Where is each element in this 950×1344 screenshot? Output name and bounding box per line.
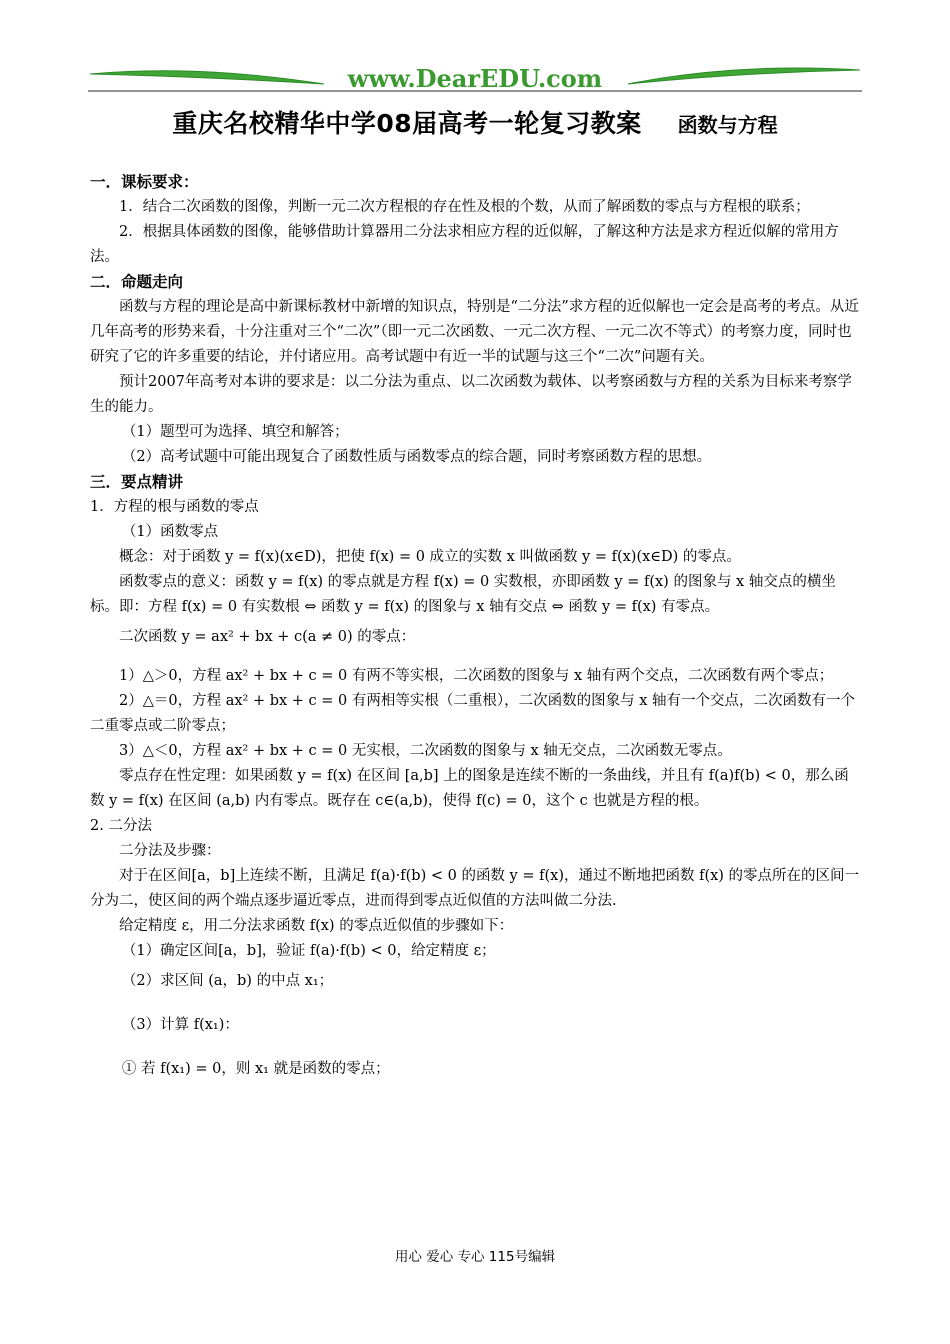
existence-theorem: 零点存在性定理：如果函数 y = f(x) 在区间 [a,b] 上的图象是连续不断的一条曲线，并且有 f(a)f(b) < 0，那么函数 y = f(x) 在区间 (a,b) 内有零点。既存在 c∈(a,b)，使得 f(c) = 0，这个 c 也就是方程的根。	[90, 768, 849, 809]
case-1: 1）△＞0，方程 ax² + bx + c = 0 有两不等实根，二次函数的图象与 x 轴有两个交点，二次函数有两个零点；	[119, 668, 834, 684]
site-banner	[88, 60, 862, 96]
step-2: （2）求区间 (a，b) 的中点 x₁；	[121, 973, 334, 989]
s1-paragraph-2: 2．根据具体函数的图像，能够借助计算器用二分法求相应方程的近似解，了解这种方法是求方程近似解的常用方法。	[90, 224, 839, 265]
s2-paragraph-2: 预计2007年高考对本讲的要求是：以二分法为重点、以二次函数为载体、以考察函数与方程的关系为目标来考察学生的能力。	[90, 374, 852, 415]
step-4: ① 若 f(x₁) = 0，则 x₁ 就是函数的零点；	[121, 1061, 390, 1077]
s1-paragraph-1: 1．结合二次函数的图像，判断一元二次方程根的存在性及根的个数，从而了解函数的零点与方程根的联系；	[119, 199, 810, 215]
section-2-heading: 二．命题走向	[90, 273, 184, 291]
bisection-title: 二分法及步骤：	[119, 843, 221, 859]
document-body	[90, 170, 860, 1086]
section-1-heading: 一．课标要求：	[90, 173, 199, 191]
s2-item-1: （1）题型可为选择、填空和解答；	[121, 424, 349, 440]
banner-text: www.DearEDU.com	[347, 64, 603, 93]
quadratic-intro: 二次函数 y = ax² + bx + c(a ≠ 0) 的零点：	[119, 629, 416, 645]
s3-topic-2: 2. 二分法	[90, 818, 152, 834]
s2-paragraph-1: 函数与方程的理论是高中新课标教材中新增的知识点，特别是“二分法”求方程的近似解也一定会是高考的考点。从近几年高考的形势来看，十分注重对三个“二次”（即一元二次函数、一元二次方程、一元二次不等式）的考察力度，同时也研究了它的许多重要的结论，并付诸应用。高考试题中有近一半的试题与这三个“二次”问题有关。	[90, 299, 859, 365]
title-main: 重庆名校精华中学08届高考一轮复习教案	[172, 109, 642, 138]
precision-intro: 给定精度 ε，用二分法求函数 f(x) 的零点近似值的步骤如下：	[119, 918, 514, 934]
s3-topic-1: 1．方程的根与函数的零点	[90, 499, 259, 515]
case-3: 3）△＜0，方程 ax² + bx + c = 0 无实根，二次函数的图象与 x 轴无交点，二次函数无零点。	[119, 743, 732, 759]
section-3-heading: 三．要点精讲	[90, 473, 184, 491]
zero-meaning: 函数零点的意义：函数 y = f(x) 的零点就是方程 f(x) = 0 实数根，亦即函数 y = f(x) 的图象与 x 轴交点的横坐标。即：方程 f(x) = 0 有实数根 ⇔ 函数 y = f(x) 的图象与 x 轴有交点 ⇔ 函数 y = f(x) 有零点。	[90, 574, 836, 615]
zero-concept: 概念：对于函数 y = f(x)(x∈D)，把使 f(x) = 0 成立的实数 x 叫做函数 y = f(x)(x∈D) 的零点。	[119, 549, 741, 565]
s3-topic-1a: （1）函数零点	[121, 524, 219, 540]
step-1: （1）确定区间[a，b]，验证 f(a)·f(b) < 0，给定精度 ε；	[121, 943, 496, 959]
bisection-definition: 对于在区间[a，b]上连续不断，且满足 f(a)·f(b) < 0 的函数 y = f(x)，通过不断地把函数 f(x) 的零点所在的区间一分为二，使区间的两个端点逐步逼近零点，进而得到零点近似值的方法叫做二分法.	[90, 868, 860, 909]
s2-item-2: （2）高考试题中可能出现复合了函数性质与函数零点的综合题，同时考察函数方程的思想。	[121, 449, 712, 465]
step-3: （3）计算 f(x₁)：	[121, 1017, 239, 1033]
page-title	[0, 104, 950, 140]
page-footer: 用心 爱心 专心 115号编辑	[394, 1249, 556, 1265]
case-2: 2）△＝0，方程 ax² + bx + c = 0 有两相等实根（二重根），二次函数的图象与 x 轴有一个交点，二次函数有一个二重零点或二阶零点；	[90, 693, 856, 734]
title-sub: 函数与方程	[677, 113, 778, 137]
